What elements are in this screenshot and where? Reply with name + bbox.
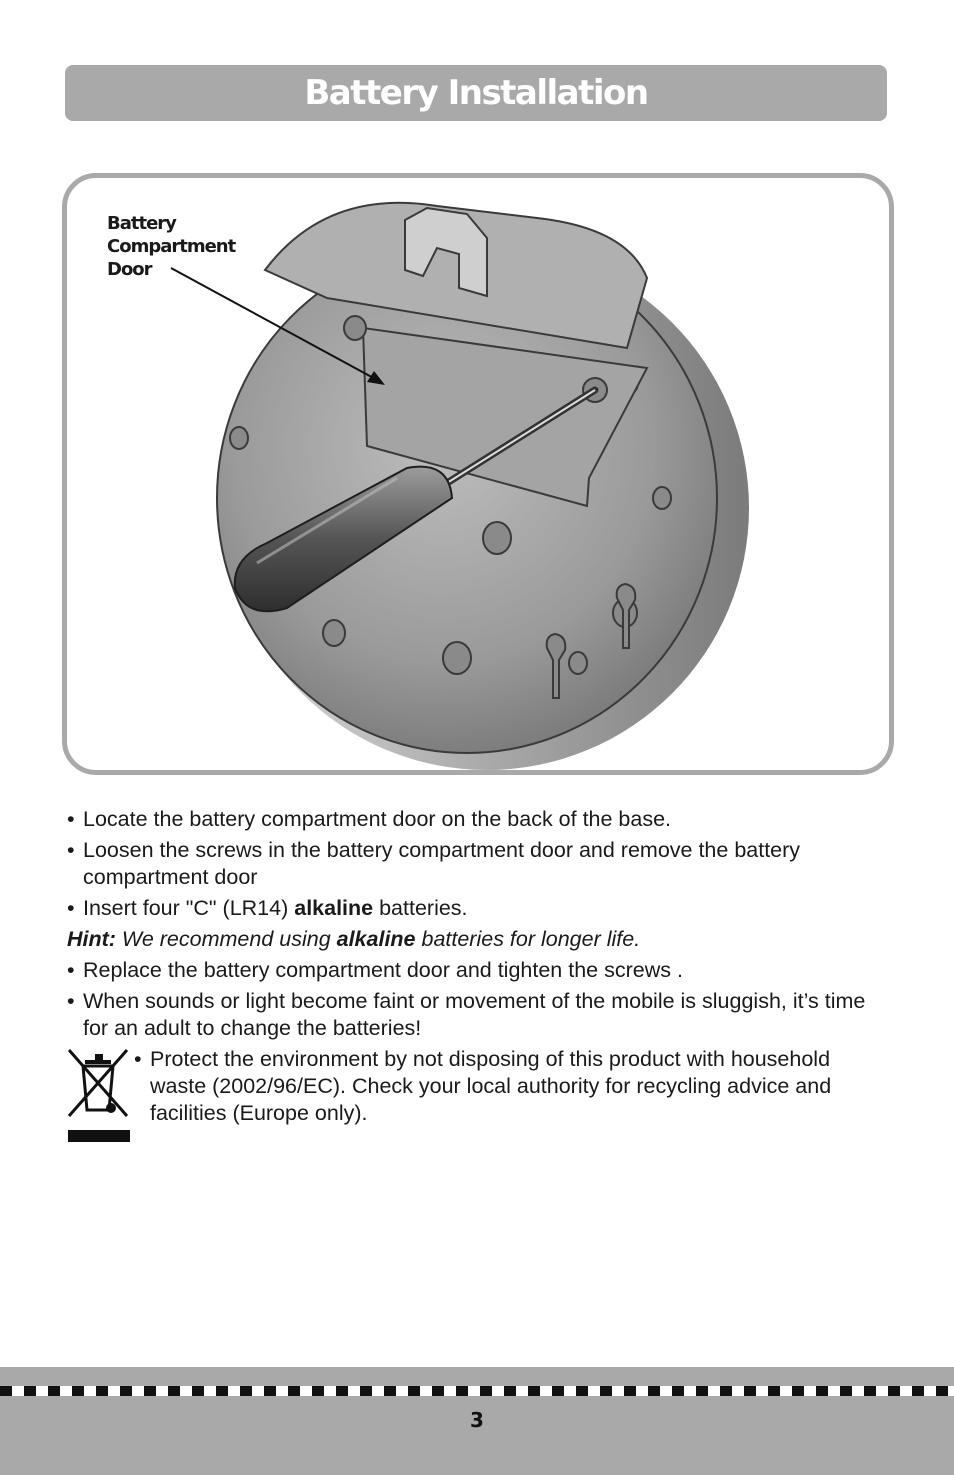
callout-line-2: Compartment <box>107 236 236 257</box>
bullet: • <box>67 958 75 982</box>
list-item-text: Replace the battery compartment door and tighten the screws . <box>83 958 683 982</box>
list-item-text: Insert four "C" (LR14) <box>83 896 295 920</box>
crossed-out-wheelie-bin-icon <box>67 1046 131 1142</box>
callout-label <box>107 212 235 281</box>
hint-label: Hint: <box>67 927 116 951</box>
list-item <box>67 988 887 1042</box>
list-item <box>67 837 887 891</box>
hint-note <box>67 926 887 953</box>
alkaline-emphasis: alkaline <box>294 896 374 920</box>
checkered-border <box>0 1386 954 1396</box>
list-item <box>67 895 887 922</box>
bullet: • <box>134 1047 142 1071</box>
list-item-text: batteries. <box>373 896 468 920</box>
title-banner <box>65 65 887 121</box>
bullet: • <box>67 989 75 1013</box>
list-item-text: Protect the environment by not disposing of this product with household waste (2002/96/EC). Check your local authority for recycling advice and facilities (Europe only). <box>150 1047 832 1125</box>
baby-mobile-base <box>217 203 749 770</box>
page-title: Battery Installation <box>304 73 648 113</box>
list-item-text: When sounds or light become faint or movement of the mobile is sluggish, it’s time for an adult to change the batteries! <box>83 989 866 1040</box>
hint-text: batteries for longer life. <box>415 927 641 951</box>
list-item <box>67 806 887 833</box>
figure-frame <box>62 173 894 775</box>
list-item <box>67 957 887 984</box>
callout-line-3: Door <box>107 259 152 280</box>
list-item <box>134 1046 890 1127</box>
hint-text: We recommend using <box>115 927 337 951</box>
environment-notice <box>67 1046 887 1142</box>
bullet: • <box>67 807 75 831</box>
page-number: 3 <box>470 1408 484 1432</box>
hint-emphasis: alkaline <box>336 927 416 951</box>
bullet: • <box>67 838 75 862</box>
list-item-text: Loosen the screws in the battery compartment door and remove the battery compartment door <box>83 838 801 889</box>
instructions-list <box>67 806 887 1142</box>
callout-line-1: Battery <box>107 213 176 234</box>
list-item-text: Locate the battery compartment door on the back of the base. <box>83 807 672 831</box>
bullet: • <box>67 896 75 920</box>
